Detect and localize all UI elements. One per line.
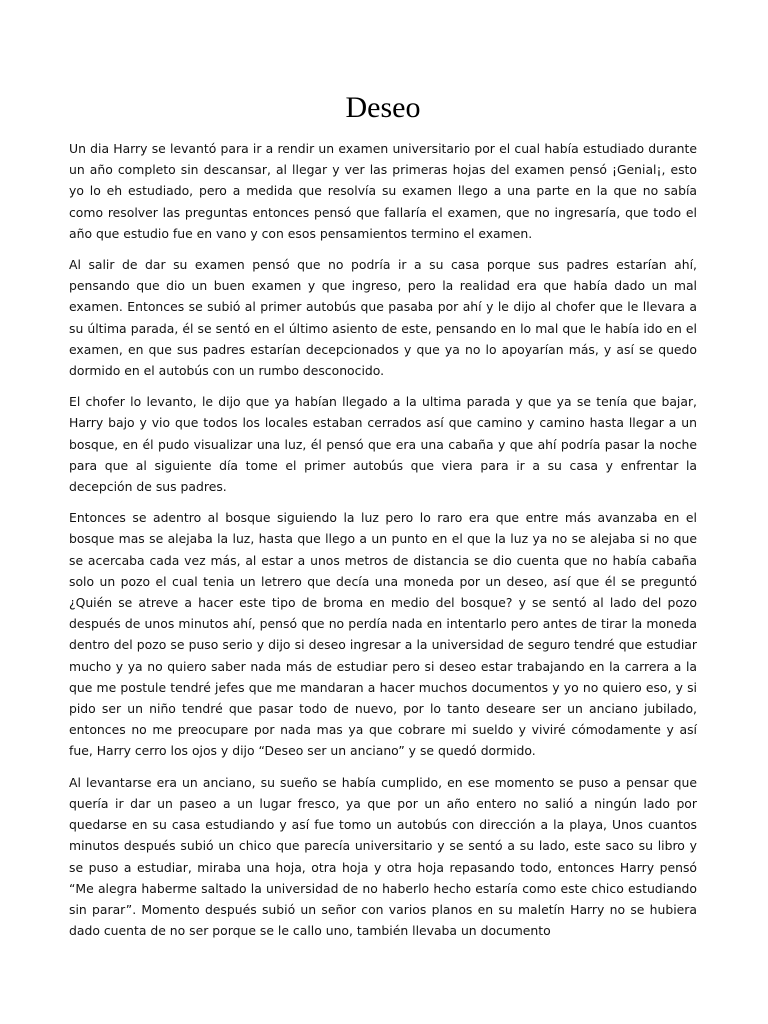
document-title: Deseo (345, 91, 421, 124)
paragraph-4: Entonces se adentro al bosque siguiendo la luz pero lo raro era que entre más avanzaba en el bosque mas se alejaba la luz, hasta que llego a un punto en el que la luz ya no se alejaba si no que se acercaba cada vez más, al estar a unos metros de distancia se dio cuenta que no había cabaña solo un pozo el cual tenia un letrero que decía una moneda por un deseo, así que él se preguntó ¿Quién se atreve a hacer este tipo de broma en medio del bosque? y se sentó al lado del pozo después de unos minutos ahí, pensó que no perdía nada en intentarlo pero antes de tirar la moneda dentro del pozo se puso serio y dijo si deseo ingresar a la universidad de seguro tendré que estudiar mucho y ya no quiero saber nada más de estudiar pero si deseo estar trabajando en la carrera a la que me postule tendré jefes que me mandaran a hacer muchos documentos y yo no quiero eso, y si pido ser un niño tendré que pasar todo de nuevo, por lo tanto deseare ser un anciano jubilado, entonces no me preocupare por nada mas ya que cobrare mi sueldo y viviré cómodamente y así fue, Harry cerro los ojos y dijo “Deseo ser un anciano” y se quedó dormido. (69, 510, 697, 759)
paragraph-5: Al levantarse era un anciano, su sueño se había cumplido, en ese momento se puso a pensar que quería ir dar un paseo a un lugar fresco, ya que por un año entero no salió a ningún lado por quedarse en su casa estudiando y así fue tomo un autobús con dirección a la playa, Unos cuantos minutos después subió un chico que parecía universitario y se sentó a su lado, este saco su libro y se puso a estudiar, miraba una hoja, otra hoja y otra hoja repasando todo, entonces Harry pensó “Me alegra haberme saltado la universidad de no haberlo hecho estaría como este chico estudiando sin parar”. Momento después subió un señor con varios planos en su maletín Harry no se hubiera dado cuenta de no ser porque se le callo uno, también llevaba un documento (69, 774, 697, 939)
paragraph-3: El chofer lo levanto, le dijo que ya habían llegado a la ultima parada y que ya se tenía que bajar, Harry bajo y vio que todos los locales estaban cerrados así que camino y camino hasta llegar a un bosque, en él pudo visualizar una luz, él pensó que era una cabaña y que ahí podría pasar la noche para que al siguiente día tome el primer autobús que viera para ir a su casa y enfrentar la decepción de sus padres. (69, 394, 697, 495)
paragraph-1: Un dia Harry se levantó para ir a rendir un examen universitario por el cual había estudiado durante un año completo sin descansar, al llegar y ver las primeras hojas del examen pensó ¡Genial¡, esto yo lo eh estudiado, pero a medida que resolvía su examen llego a una parte en la que no sabía como resolver las preguntas entonces pensó que fallaría el examen, que no ingresaría, que todo el año que estudio fue en vano y con esos pensamientos termino el examen. (69, 141, 697, 241)
paragraph-2: Al salir de dar su examen pensó que no podría ir a su casa porque sus padres estarían ahí, pensando que dio un buen examen y que ingreso, pero la realidad era que había dado un mal examen. Entonces se subió al primer autobús que pasaba por ahí y le dijo al chofer que le llevara a su última parada, él se sentó en el último asiento de este, pensando en lo mal que le había ido en el examen, en que sus padres estarían decepcionados y que ya no lo apoyarían más, y así se quedo dormido en el autobús con un rumbo desconocido. (69, 257, 697, 379)
